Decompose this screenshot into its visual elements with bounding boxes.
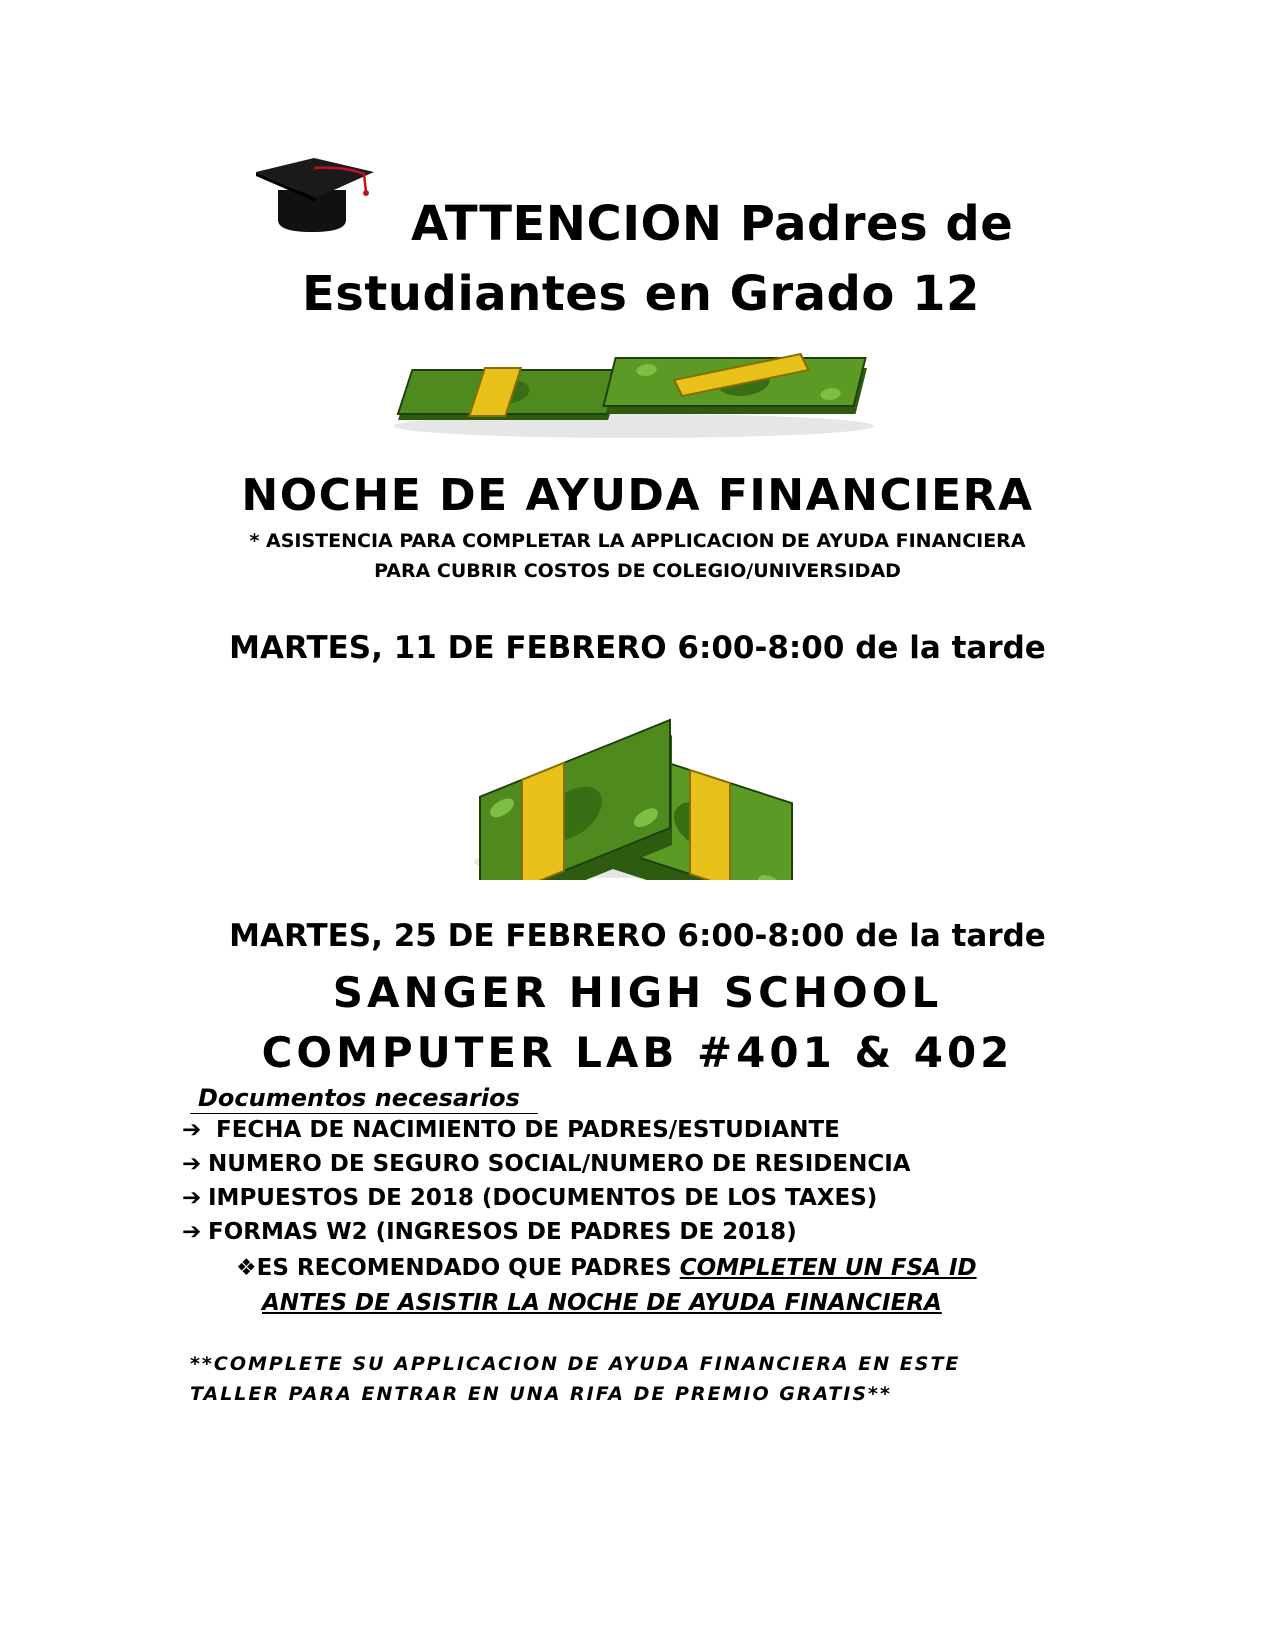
assistance-line-2: PARA CUBRIR COSTOS DE COLEGIO/UNIVERSIDAD (374, 560, 901, 582)
document-item (182, 1151, 911, 1177)
event-title: NOCHE DE AYUDA FINANCIERA (241, 470, 1034, 521)
date-1: MARTES, 11 DE FEBRERO 6:00-8:00 de la tarde (229, 630, 1046, 666)
school-name: SANGER HIGH SCHOOL (332, 968, 943, 1017)
recommendation-line-2: ANTES DE ASISTIR LA NOCHE DE AYUDA FINANCIERA (262, 1290, 942, 1316)
lab-room: COMPUTER LAB #401 & 402 (261, 1028, 1014, 1077)
raffle-line-2: TALLER PARA ENTRAR EN UNA RIFA DE PREMIO GRATIS** (190, 1383, 892, 1405)
date-2: MARTES, 25 DE FEBRERO 6:00-8:00 de la tarde (229, 918, 1046, 954)
title-line-2: Estudiantes en Grado 12 (302, 266, 980, 322)
money-stack-icon (384, 340, 884, 440)
raffle-line-1: **COMPLETE SU APPLICACION DE AYUDA FINANCIERA EN ESTE (190, 1353, 961, 1375)
arrow-right-icon: ➔ (182, 1219, 202, 1245)
document-item (182, 1185, 877, 1211)
document-item-label: FECHA DE NACIMIENTO DE PADRES/ESTUDIANTE (208, 1117, 840, 1143)
document-item-label: NUMERO DE SEGURO SOCIAL/NUMERO DE RESIDENCIA (208, 1151, 911, 1177)
recommendation-text: ES RECOMENDADO QUE PADRES (256, 1255, 680, 1281)
assistance-line-1: * ASISTENCIA PARA COMPLETAR LA APPLICACION DE AYUDA FINANCIERA (249, 530, 1026, 552)
documents-heading: Documentos necesarios (190, 1083, 538, 1114)
money-stack-icon (462, 690, 812, 880)
arrow-right-icon: ➔ (182, 1117, 202, 1143)
graduation-cap-icon (254, 158, 376, 234)
recommendation-emphasis: COMPLETEN UN FSA ID (679, 1255, 977, 1281)
document-item-label: FORMAS W2 (INGRESOS DE PADRES DE 2018) (208, 1219, 797, 1245)
diamond-bullet-icon: ❖ (236, 1255, 257, 1281)
document-item (182, 1219, 797, 1245)
arrow-right-icon: ➔ (182, 1185, 202, 1211)
document-item-label: IMPUESTOS DE 2018 (DOCUMENTOS DE LOS TAXES) (208, 1185, 878, 1211)
title-line-1: ATTENCION Padres de (411, 196, 1014, 252)
document-item (182, 1117, 840, 1143)
arrow-right-icon: ➔ (182, 1151, 202, 1177)
recommendation-line-1 (236, 1255, 977, 1281)
